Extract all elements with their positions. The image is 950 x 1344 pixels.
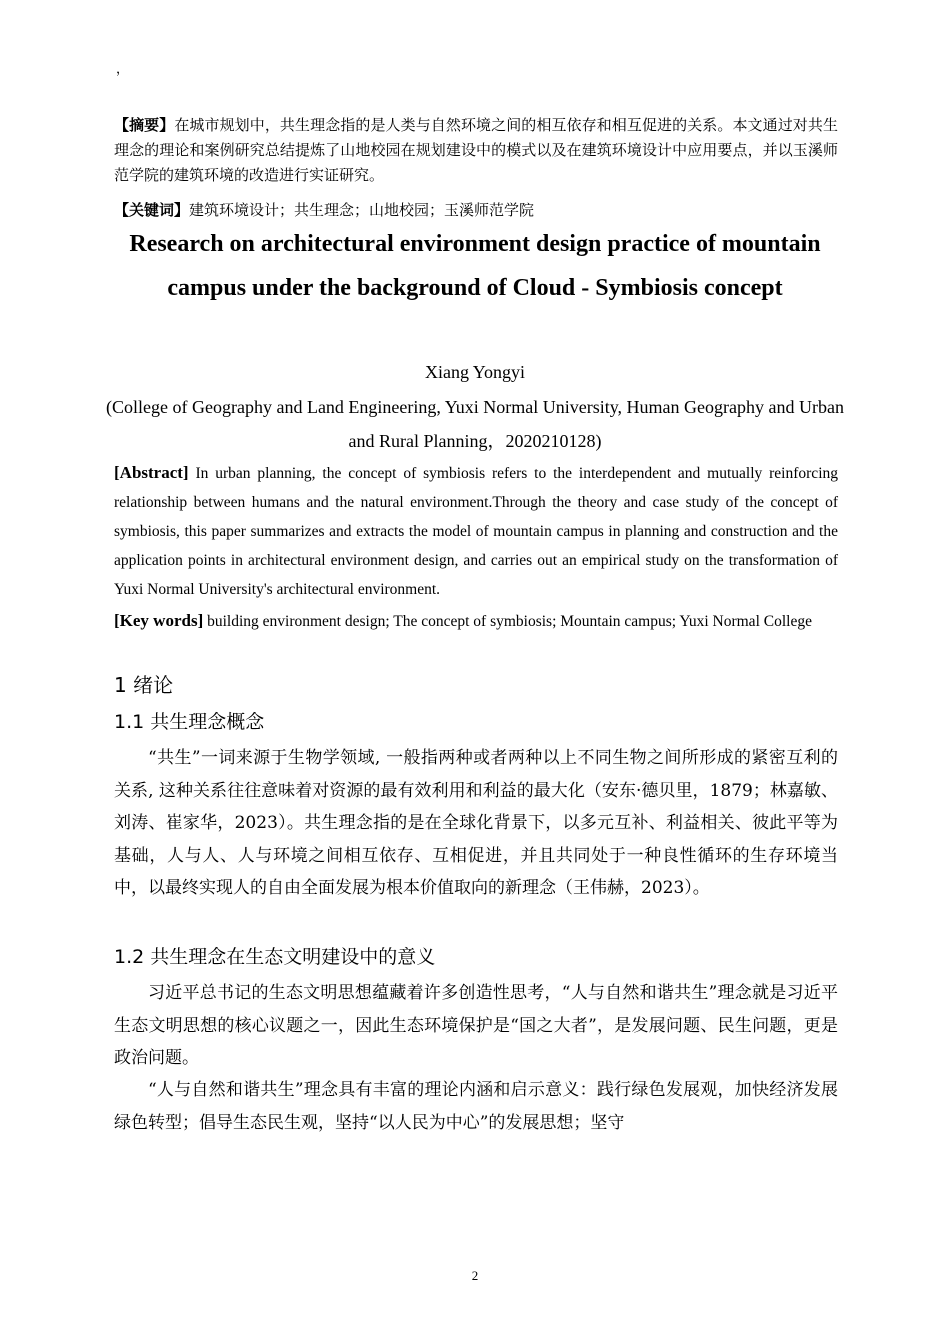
subsection-heading-1-1: 1.1 共生理念概念 xyxy=(114,711,265,733)
english-keywords-label: [Key words] xyxy=(114,611,204,630)
chinese-keywords-label: 【关键词】 xyxy=(114,201,190,219)
subsection-heading-1-2: 1.2 共生理念在生态文明建设中的意义 xyxy=(114,946,436,968)
chinese-keywords xyxy=(114,198,838,223)
english-abstract-text: In urban planning, the concept of symbiosis refers to the interdependent and mutually reinforcing relationship between humans and the natural environment.Through the theory and case study of the concept of symbiosis, this paper summarizes and extracts the model of mountain campus in planning and construction and the application points in architectural environment design, and carries out an empirical study on the transformation of Yuxi Normal University's architectural environment. xyxy=(114,465,838,598)
english-keywords-text: building environment design; The concept of symbiosis; Mountain campus; Yuxi Normal College xyxy=(203,613,812,630)
english-author: Xiang Yongyi xyxy=(424,362,526,382)
english-abstract xyxy=(114,458,838,604)
english-keywords xyxy=(114,606,838,636)
paragraph-1-1: “共生”一词来源于生物学领域, 一般指两种或者两种以上不同生物之间所形成的紧密互利的关系, 这种关系往往意味着对资源的最有效利用和利益的最大化（安东·德贝里，1879；林嘉敏、刘涛、崔家华，2023）。共生理念指的是在全球化背景下，以多元互补、利益相关、彼此平等为基础，人与人、人与环境之间相互依存、互相促进，并且共同处于一种良性循环的生存环境当中，以最终实现人的自由全面发展为根本价值取向的新理念（王伟赫，2023）。 xyxy=(114,748,838,898)
english-abstract-label: [Abstract] xyxy=(114,463,189,482)
paragraph-1-2-a: 习近平总书记的生态文明思想蕴藏着许多创造性思考，“人与自然和谐共生”理念就是习近平生态文明思想的核心议题之一，因此生态环境保护是“国之大者”，是发展问题、民生问题，更是政治问题。 xyxy=(114,983,838,1068)
paragraph-1-2-b: “人与自然和谐共生”理念具有丰富的理论内涵和启示意义：践行绿色发展观，加快经济发展绿色转型；倡导生态民生观，坚持“以人民为中心”的发展思想；坚守 xyxy=(114,1080,838,1133)
section-heading-1: 1 绪论 xyxy=(114,673,174,697)
english-affiliation: (College of Geography and Land Engineering, Yuxi Normal University, Human Geography and Urban and Rural Planning，2020210128) xyxy=(106,397,844,451)
page-number: 2 xyxy=(471,1268,479,1283)
english-title: Research on architectural environment design practice of mountain campus under the background of Cloud - Symbiosis concept xyxy=(129,231,821,301)
chinese-abstract xyxy=(114,113,838,188)
chinese-keywords-text: 建筑环境设计；共生理念；山地校园；玉溪师范学院 xyxy=(189,201,535,219)
top-mark: ， xyxy=(116,62,130,77)
chinese-abstract-label: 【摘要】 xyxy=(114,116,175,134)
chinese-abstract-text: 在城市规划中，共生理念指的是人类与自然环境之间的相互依存和相互促进的关系。本文通过对共生理念的理论和案例研究总结提炼了山地校园在规划建设中的模式以及在建筑环境设计中应用要点，并以玉溪师范学院的建筑环境的改造进行实证研究。 xyxy=(114,116,838,184)
